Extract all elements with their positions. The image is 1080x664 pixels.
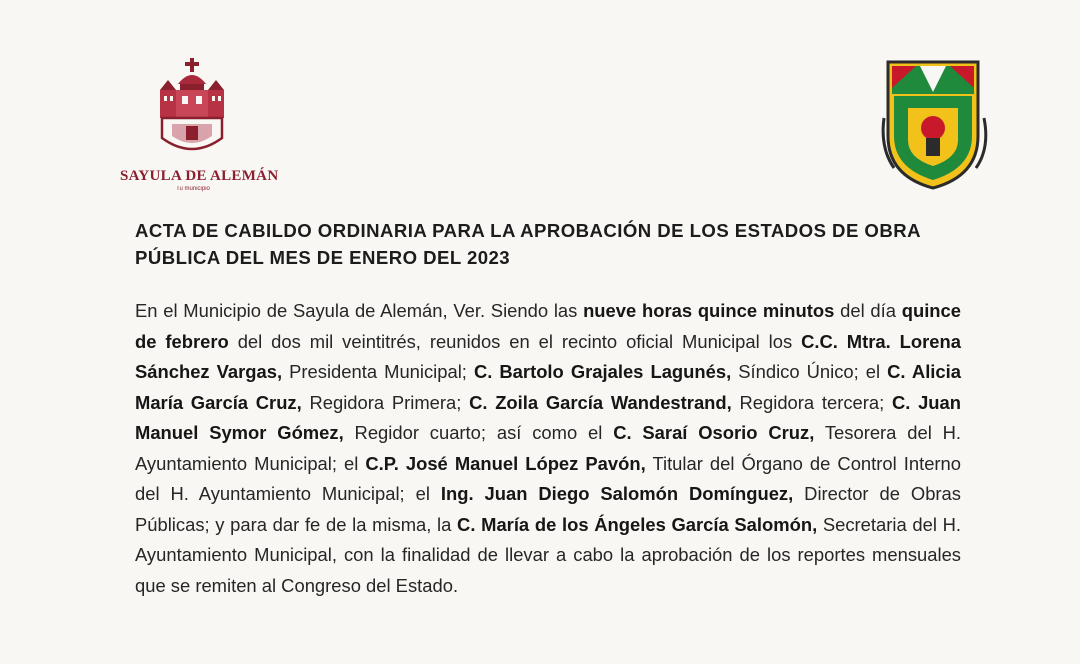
municipal-logo (120, 56, 279, 204)
church-logo-icon (120, 56, 266, 166)
text-run: En el Municipio de Sayula de Alemán, Ver. Siendo las (135, 300, 584, 321)
bold-text-run: C. Zoila García Wandestrand, (469, 391, 732, 413)
bold-text-run: nueve horas quince minutos (583, 300, 835, 321)
bold-text-run: C. Alicia María García Cruz, (135, 361, 961, 413)
coat-of-arms (880, 58, 990, 192)
text-run: Síndico Único; el (731, 361, 888, 382)
bold-text-run: C. María de los Ángeles García Salomón, (457, 513, 818, 535)
text-run: del día (834, 300, 902, 321)
document-title: ACTA DE CABILDO ORDINARIA PARA LA APROBACIÓN DE LOS ESTADOS DE OBRA PÚBLICA DEL MES DE ENERO DEL 2023 (135, 220, 921, 268)
bold-text-run: C. Bartolo Grajales Lagunés, (473, 361, 732, 382)
document-body (135, 296, 961, 601)
text-run: Director de Obras Públicas; y para dar fe de la misma, la (135, 483, 961, 535)
text-run: Tesorera del H. Ayuntamiento Municipal; el (135, 422, 962, 474)
municipality-name: SAYULA DE ALEMÁN (120, 168, 279, 184)
bold-text-run: C.C. Mtra. Lorena Sánchez Vargas, (135, 330, 961, 382)
bold-text-run: quince de febrero (135, 300, 962, 352)
bold-text-run: C.P. José Manuel López Pavón, (365, 452, 646, 474)
bold-text-run: C. Juan Manuel Symor Gómez, (135, 391, 962, 443)
text-run: Secretaria del H. Ayuntamiento Municipal, con la finalidad de llevar a cabo la aprobación de los reportes mensuales que se remiten al Congreso del Estado. (135, 513, 961, 596)
bold-text-run: C. Saraí Osorio Cruz, (613, 422, 815, 443)
municipality-tagline: Tu municipio (176, 186, 210, 192)
text-run: Regidora tercera; (731, 391, 892, 413)
coat-of-arms-icon (880, 58, 990, 192)
text-run: del dos mil veintitrés, reunidos en el recinto oficial Municipal los (228, 330, 802, 352)
text-run: Regidor cuarto; así como el (343, 422, 614, 443)
text-run: Presidenta Municipal; (282, 361, 474, 382)
text-run: Titular del Órgano de Control Interno del H. Ayuntamiento Municipal; el (135, 452, 962, 504)
bold-text-run: Ing. Juan Diego Salomón Domínguez, (440, 483, 794, 504)
text-run: Regidora Primera; (301, 391, 470, 413)
